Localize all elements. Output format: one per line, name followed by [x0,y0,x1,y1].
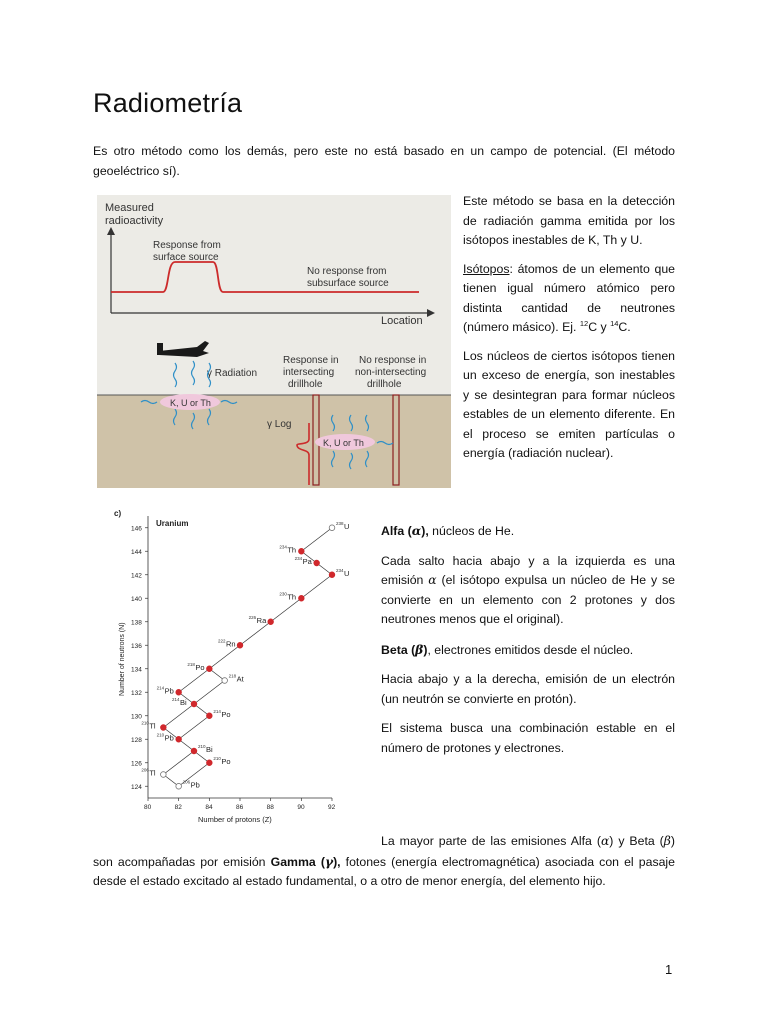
alfa-symbol: α [411,523,422,538]
nuclide-point [191,748,197,754]
nuclide-symbol: Tl [149,768,156,778]
nuclide-mass: 214 [156,685,165,691]
isotopes-paragraph [463,260,675,338]
noresp-int-2: non-intersecting [355,367,427,378]
nuclide-point [176,736,182,742]
noresp-int-3: drillhole [367,379,402,390]
decay-text-block [381,521,675,758]
nuclide-symbol: Bi [180,698,187,707]
bottom-part2: ) y Beta ( [609,834,664,848]
nuclide-mass: 234 [336,567,344,573]
nuclide-mass: 214 [213,708,221,714]
nuclide-mass: 214 [172,697,180,702]
y-tick-label: 126 [131,760,142,768]
nuclide-mass: 210 [141,720,149,726]
noresponse-label-2: subsurface source [307,278,389,289]
bottom-alpha: α [600,834,610,848]
right-column [463,192,675,464]
nuclide-point [329,525,335,531]
nuclide-symbol: Rn [226,639,236,649]
x-axis-label: Number of protons (Z) [198,815,272,824]
y-axis-label: Number of neutrons (N) [119,622,126,696]
y-tick-label: 134 [131,666,142,674]
x-tick-label: 86 [236,804,244,811]
nuclide-point [222,678,228,684]
y-tick-label: 128 [131,736,142,744]
beta-heading [381,640,675,661]
nuclide-point [268,619,274,625]
beta-label: Beta ( [381,642,416,657]
nuclide-symbol: Po [221,709,231,719]
isotopes-text: átomos de un elemento que tienen igual número atómico pero distinta cantidad de neutrones (número másico). Ej. [463,261,675,334]
beta-rest: , electrones emitidos desde el núcleo. [427,642,634,657]
nuclide-symbol: Tl [149,721,156,731]
y-tick-label: 142 [131,572,142,580]
y-tick-label: 146 [131,525,142,533]
nuclide-mass: 206 [182,779,191,785]
bottom-paragraph [93,832,675,892]
y-tick-label: 124 [131,783,142,791]
nuclide-mass: 222 [218,638,226,644]
nuclide-point [299,595,305,601]
alfa-rest: núcleos de He. [428,524,515,538]
radioactivity-diagram-svg [97,195,451,488]
ground-layer [97,395,451,488]
beta-symbol: β [415,641,424,657]
nuclide-point [207,760,213,766]
decay-path [271,598,302,622]
ylabel-line1: Measured [105,202,154,214]
nuclide-symbol: Po [221,756,231,766]
x-tick-label: 90 [297,804,305,811]
x-tick-label: 80 [144,804,152,811]
decay-path [163,704,194,728]
nuclide-mass: 218 [187,661,195,667]
nuclide-point [176,689,182,695]
y-tick-label: 138 [131,619,142,627]
isotopes-mid: C y [588,320,611,334]
decay-path [179,669,210,693]
isotope-sup-12: 12 [579,319,589,328]
panel-label: c) [114,509,122,518]
x-tick-label: 92 [328,804,336,811]
nuclide-mass: 210 [156,732,165,738]
page-title: Radiometría [93,88,243,118]
nuclide-mass: 226 [248,614,257,620]
nuclide-point [176,783,182,789]
decay-path [301,528,332,552]
nuclide-point [161,772,167,778]
resp-int-3: drillhole [288,379,323,390]
decay-plot-area [131,516,349,811]
gamma-log-label: γ Log [267,419,292,430]
nuclide-symbol: U [344,568,350,578]
nuclide-mass: 238 [336,520,344,526]
nuclide-symbol: Bi [206,745,213,754]
radioactivity-diagram [97,195,451,488]
nuclide-point [329,572,335,578]
x-tick-label: 82 [174,804,182,811]
ylabel-line2: radioactivity [105,215,164,227]
resp-int-1: Response in [283,355,339,366]
nuclide-symbol: Th [287,592,297,602]
nuclide-mass: 206 [141,767,149,773]
y-tick-label: 144 [131,548,142,556]
nuclide-mass: 210 [198,744,206,749]
alfa-desc-2: (el isótopo expulsa un núcleo de He y se convierte en un elemento con 2 protones y dos neutrones menos que el original). [381,573,675,626]
subsurface-source-label: K, U or Th [323,438,364,448]
nuclide-symbol: Pa [302,557,312,566]
noresponse-label-1: No response from [307,266,387,277]
nuclide-point [207,666,213,672]
bottom-part1: La mayor parte de las emisiones Alfa ( [381,834,601,848]
bottom-part3: ) son acompañadas por emisión [93,834,675,869]
page-number: 1 [665,962,673,977]
nuclide-mass: 210 [213,755,221,761]
gamma-symbol: γ [324,853,334,869]
nuclide-point [161,725,167,731]
decay-path [301,575,332,599]
xlabel-location: Location [381,315,423,327]
nuclide-point [191,701,197,707]
nuclide-symbol: At [236,674,244,684]
alfa-label: Alfa ( [381,524,412,538]
intro-paragraph [93,142,675,181]
bottom-beta: β [663,834,671,848]
surface-source-label: K, U or Th [170,398,211,408]
alfa-desc-1: Cada salto hacia abajo y a la izquierda es una emisión [381,553,675,587]
nuclide-symbol: Ra [256,615,267,625]
decay-path [163,751,194,775]
beta-close: ) [423,642,428,657]
intro-text: Es otro método como los demás, pero este no está basado en un campo de potencial. (El método geoeléctrico sí). [93,144,675,178]
y-tick-label: 132 [131,689,142,697]
nuclide-point [207,713,213,719]
nuclide-point [299,548,305,554]
gamma-radiation-label: γ Radiation [207,368,258,379]
alfa-heading [381,521,675,542]
uranium-decay-svg [112,508,352,830]
response-label-2: surface source [153,252,219,263]
nuclide-mass: 234 [279,544,287,550]
gamma-label: Gamma ( [270,854,325,869]
gamma-close: ), [333,854,341,869]
x-tick-label: 88 [266,804,274,811]
beta-description: Hacia abajo y a la derecha, emisión de un electrón (un neutrón se convierte en protón). [381,672,675,706]
nuclide-mass: 234 [294,556,303,561]
nuclide-symbol: Pb [190,780,200,790]
response-label-1: Response from [153,240,221,251]
y-tick-label: 140 [131,595,142,603]
decay-path [240,622,271,646]
detection-paragraph: Este método se basa en la detección de radiación gamma emitida por los isótopos inestables de K, Th y U. [463,194,675,247]
alfa-description [381,552,675,630]
isotopes-term: Isótopos [463,261,510,276]
isotope-sup-14: 14 [610,319,619,328]
isotopes-end: C. [618,320,631,334]
decay-path [179,716,210,740]
decay-path [194,681,225,705]
decay-path [209,645,240,669]
series-title: Uranium [156,519,189,528]
nuclide-mass: 230 [279,591,287,597]
nuclide-symbol: Pb [164,686,174,696]
nuclide-point [237,642,243,648]
stable-description: El sistema busca una combinación estable en el número de protones y electrones. [381,721,675,755]
noresp-int-1: No response in [359,355,427,366]
nuclide-symbol: U [344,521,350,531]
nuclide-symbol: Th [287,545,297,555]
y-tick-label: 130 [131,713,142,721]
nuclide-symbol: Po [195,662,205,672]
alfa-desc-symbol: α [428,573,437,587]
nuclide-symbol: Pb [164,733,174,743]
nuclei-paragraph: Los núcleos de ciertos isótopos tienen un exceso de energía, son inestables y se desintegran para formar núcleos estables de un elemento diferente. En el proceso se emiten partículas o energía (radiación nuclear). [463,348,675,460]
resp-int-2: intersecting [283,367,335,378]
alfa-close: ), [421,524,429,538]
isotopes-colon: : [509,261,513,276]
y-tick-label: 136 [131,642,142,650]
uranium-decay-chart [112,508,352,830]
nuclide-point [314,560,320,566]
nuclide-mass: 218 [228,673,237,679]
x-tick-label: 84 [205,804,213,811]
bottom-part4: fotones (energía electromagnética) asociada con el pasaje desde el estado excitado al estado fundamental, o a otro de menor energía, del elemento hijo. [93,854,676,888]
